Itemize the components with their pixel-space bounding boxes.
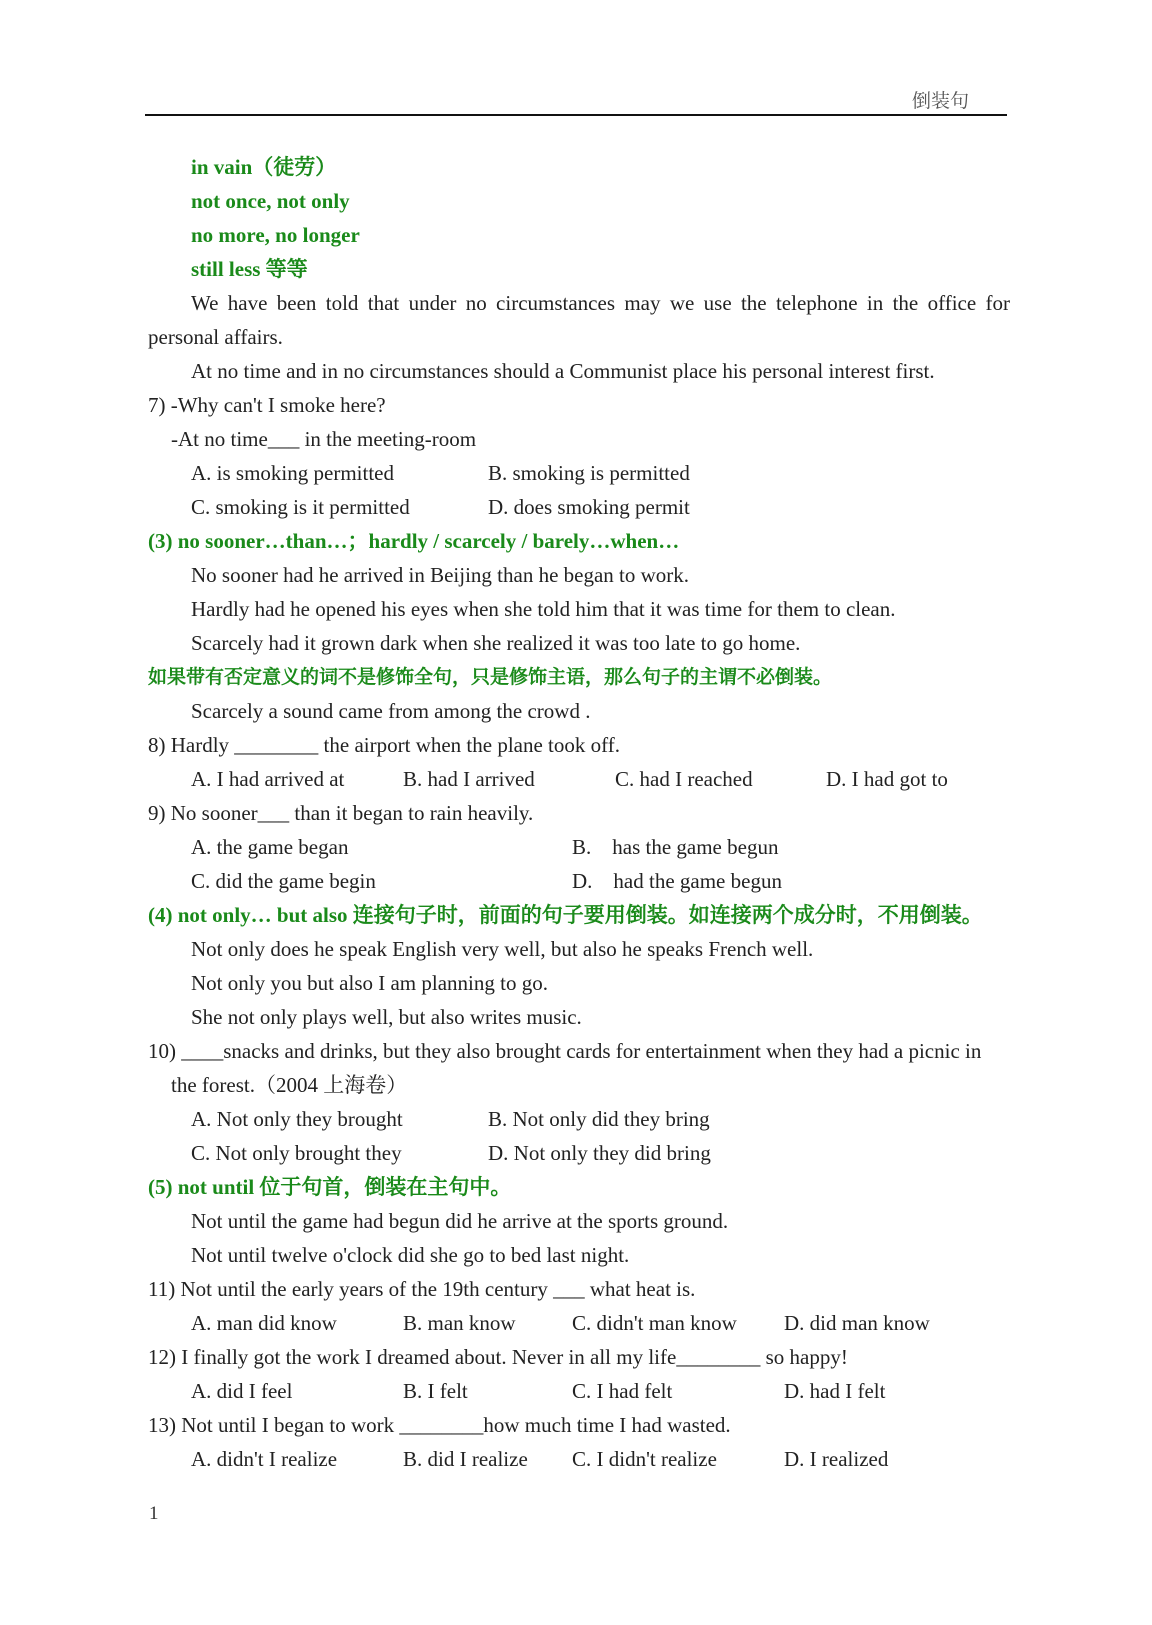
question-11-options-row (148, 1306, 1010, 1340)
grammar-note: 如果带有否定意义的词不是修饰全句，只是修饰主语，那么句子的主谓不必倒装。 (148, 666, 833, 688)
option-b: B. smoking is permitted (488, 461, 690, 485)
section-heading-5: (5) not until 位于句首，倒装在主句中。 (148, 1175, 512, 1199)
section-heading-3: (3) no sooner…than…；hardly / scarcely / barely…when… (148, 529, 680, 553)
phrase-line: not once, not only (191, 189, 350, 213)
question-8-options-row (148, 762, 1010, 796)
question-7-line-1: 7) -Why can't I smoke here? (148, 393, 386, 417)
option-a: A. the game began (191, 835, 349, 859)
example-sentence: Scarcely had it grown dark when she realized it was too late to go home. (191, 631, 801, 655)
option-c: C. I didn't realize (572, 1447, 717, 1471)
phrase-line: in vain（徒劳） (191, 155, 337, 179)
option-a: A. man did know (191, 1311, 337, 1335)
option-d: D. I realized (784, 1447, 889, 1471)
question-12-options-row (148, 1374, 1010, 1408)
question-9-options-row (148, 864, 1010, 898)
option-b: B. did I realize (403, 1447, 528, 1471)
question-12: 12) I finally got the work I dreamed about. Never in all my life________ so happy! (148, 1345, 848, 1369)
question-9-options-row (148, 830, 1010, 864)
question-8: 8) Hardly ________ the airport when the plane took off. (148, 733, 620, 757)
example-paragraph: We have been told that under no circumstances may we use the telephone in the office for personal affairs. (148, 291, 1010, 349)
option-a: A. didn't I realize (191, 1447, 338, 1471)
example-sentence: No sooner had he arrived in Beijing than he began to work. (191, 563, 690, 587)
document-body (148, 150, 1010, 1476)
example-sentence: Not only you but also I am planning to go. (191, 971, 548, 995)
option-a: A. is smoking permitted (191, 461, 394, 485)
section-heading-4: (4) not only… but also 连接句子时，前面的句子要用倒装。如连接两个成分时，不用倒装。 (148, 903, 983, 927)
question-13-options-row (148, 1442, 1010, 1476)
option-a: A. did I feel (191, 1379, 293, 1403)
example-sentence: She not only plays well, but also writes music. (191, 1005, 582, 1029)
question-13: 13) Not until I began to work ________how much time I had wasted. (148, 1413, 731, 1437)
option-d: D. Not only they did bring (488, 1141, 711, 1165)
question-7-line-2: -At no time___ in the meeting-room (171, 427, 477, 451)
example-sentence: Not only does he speak English very well, but also he speaks French well. (191, 937, 814, 961)
option-c: C. smoking is it permitted (191, 495, 410, 519)
question-10-options-row (148, 1136, 1010, 1170)
question-9: 9) No sooner___ than it began to rain heavily. (148, 801, 534, 825)
question-11: 11) Not until the early years of the 19th century ___ what heat is. (148, 1277, 696, 1301)
phrase-line: still less 等等 (191, 257, 308, 281)
header-rule (145, 114, 1007, 116)
question-7-options-row (148, 456, 1010, 490)
example-sentence: Not until the game had begun did he arrive at the sports ground. (191, 1209, 729, 1233)
option-a: A. I had arrived at (191, 767, 345, 791)
question-10-options-row (148, 1102, 1010, 1136)
option-c: C. Not only brought they (191, 1141, 402, 1165)
example-sentence: Hardly had he opened his eyes when she told him that it was time for them to clean. (191, 597, 896, 621)
option-c: C. I had felt (572, 1379, 673, 1403)
option-d: D. I had got to (826, 767, 948, 791)
option-d: D. had I felt (784, 1379, 886, 1403)
option-c: C. had I reached (615, 767, 753, 791)
option-b: B. had I arrived (403, 767, 535, 791)
page-number: 1 (149, 1503, 159, 1524)
option-d: D. had the game begun (572, 869, 782, 893)
option-c: C. did the game begin (191, 869, 376, 893)
option-b: B. Not only did they bring (488, 1107, 710, 1131)
question-10: 10) ____snacks and drinks, but they also brought cards for entertainment when they had a picnic in the forest.（2004 上海卷） (148, 1039, 982, 1097)
example-sentence: At no time and in no circumstances should a Communist place his personal interest first. (191, 359, 935, 383)
phrase-line: no more, no longer (191, 223, 360, 247)
example-sentence: Scarcely a sound came from among the crowd . (191, 699, 591, 723)
option-d: D. does smoking permit (488, 495, 690, 519)
option-b: B. has the game begun (572, 835, 779, 859)
option-a: A. Not only they brought (191, 1107, 403, 1131)
option-b: B. man know (403, 1311, 516, 1335)
question-7-options-row (148, 490, 1010, 524)
page-header-title: 倒装句 (911, 91, 969, 112)
example-sentence: Not until twelve o'clock did she go to bed last night. (191, 1243, 630, 1267)
option-d: D. did man know (784, 1311, 930, 1335)
option-c: C. didn't man know (572, 1311, 737, 1335)
option-b: B. I felt (403, 1379, 468, 1403)
